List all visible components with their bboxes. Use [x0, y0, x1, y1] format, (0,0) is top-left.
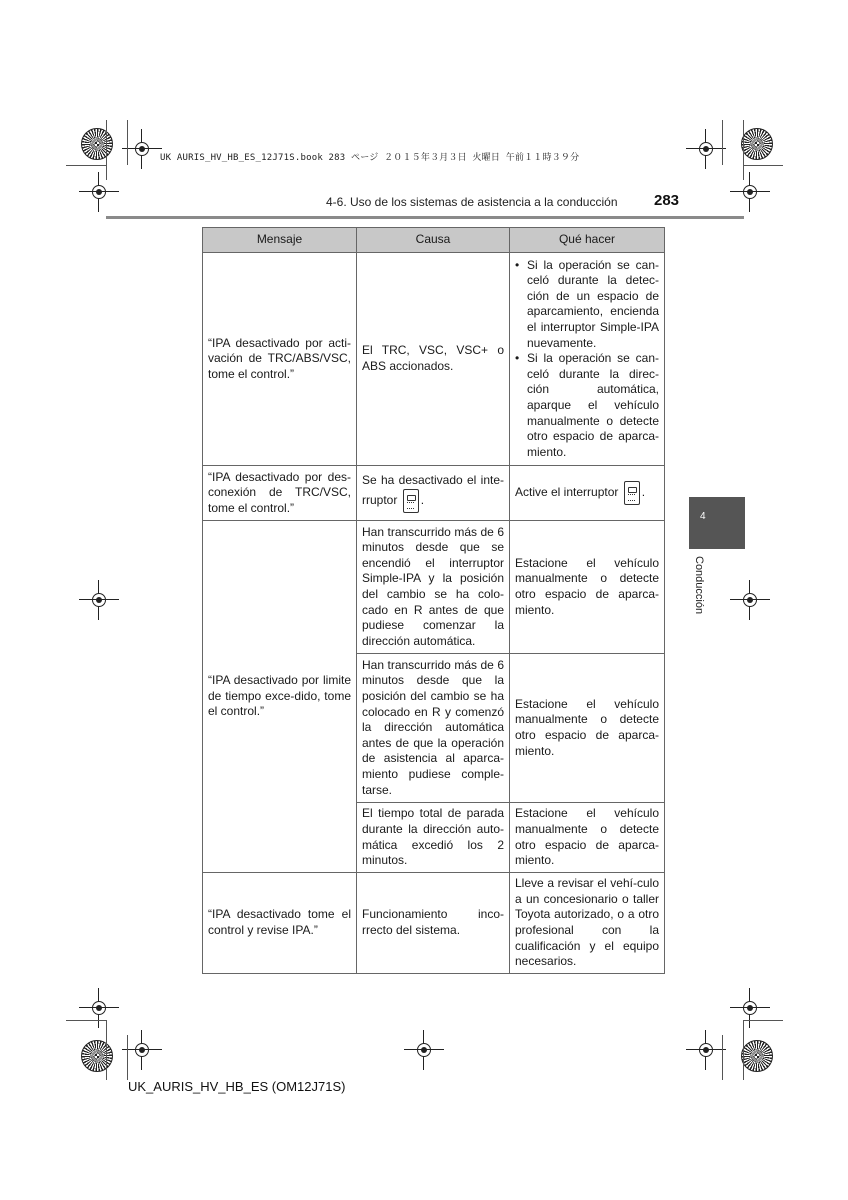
trim-mark: [722, 120, 723, 165]
registration-rosette-icon: [81, 128, 113, 160]
trim-mark: [743, 1020, 783, 1021]
registration-crosshair-icon: [79, 580, 119, 620]
registration-crosshair-icon: [79, 172, 119, 212]
registration-crosshair-icon: [730, 580, 770, 620]
action-bullet: • Si la operación se can-celó durante la detec-ción de un espacio de aparcamiento, encienda el interruptor Simple-IPA nuevamente.: [515, 258, 659, 352]
registration-crosshair-icon: [730, 988, 770, 1028]
registration-crosshair-icon: [122, 129, 162, 169]
registration-crosshair-icon: [686, 1030, 726, 1070]
cause-cell: Han transcurrido más de 6 minutos desde que la posición del cambio se ha colocado en R y comenzó la dirección automática antes de que la operación de asistencia al aparca-miento pudiese comple-tarse.: [357, 654, 510, 803]
section-title: 4-6. Uso de los sistemas de asistencia a la conducción: [326, 195, 618, 209]
trim-mark: [66, 1020, 106, 1021]
action-cell: Lleve a revisar el vehí-culo a un concesionario o taller Toyota autorizado, o a otro profesional con la cualificación y el equipo necesarios.: [510, 873, 665, 974]
table-row: [203, 253, 665, 466]
message-cell: “IPA desactivado por limite de tiempo exce-dido, tome el control.”: [203, 521, 357, 873]
cause-text: Se ha desactivado el inte-rruptor: [362, 473, 504, 507]
registration-rosette-icon: [81, 1040, 113, 1072]
simple-ipa-switch-icon: [624, 481, 640, 505]
action-text-end: .: [641, 485, 646, 500]
chapter-tab: [689, 497, 745, 549]
chapter-number: 4: [700, 511, 706, 522]
action-cell: Estacione el vehículo manualmente o detecte otro espacio de aparca-miento.: [510, 521, 665, 654]
table-header-row: [203, 228, 665, 253]
table-row: [203, 466, 665, 521]
footer-document-code: UK_AURIS_HV_HB_ES (OM12J71S): [128, 1079, 346, 1094]
trim-mark: [743, 1020, 744, 1080]
message-table: [202, 227, 665, 974]
cause-cell: El tiempo total de parada durante la dirección auto-mática excedió los 2 minutos.: [357, 803, 510, 873]
cause-text-end: .: [420, 492, 425, 507]
cause-cell: El TRC, VSC, VSC+ o ABS accionados.: [357, 253, 510, 466]
action-cell: Estacione el vehículo manualmente o detecte otro espacio de aparca-miento.: [510, 803, 665, 873]
registration-rosette-icon: [741, 1040, 773, 1072]
trim-mark: [127, 120, 128, 165]
cause-cell: Funcionamiento inco-rrecto del sistema.: [357, 873, 510, 974]
registration-rosette-icon: [741, 128, 773, 160]
table-row: [203, 521, 665, 654]
registration-crosshair-icon: [79, 988, 119, 1028]
trim-mark: [106, 1020, 107, 1080]
table-row: [203, 873, 665, 974]
trim-mark: [743, 120, 744, 180]
action-bullet: • Si la operación se can-celó durante la direc-ción automática, aparque el vehículo manualmente o detecte otro espacio de aparca-miento.: [515, 351, 659, 460]
action-cell: [510, 253, 665, 466]
cause-cell: Han transcurrido más de 6 minutos desde que se encendió el interruptor Simple-IPA y la posición del cambio se ha colo-cado en R antes de que pudiese comenzar la dirección automática.: [357, 521, 510, 654]
book-file-info: UK AURIS_HV_HB_ES_12J71S.book 283 ページ ２０１５年３月３日 火曜日 午前１１時３９分: [160, 153, 580, 163]
registration-crosshair-icon: [404, 1030, 444, 1070]
chapter-label: [693, 556, 715, 636]
page-number: 283: [654, 192, 680, 209]
message-cell: “IPA desactivado por acti-vación de TRC/ABS/VSC, tome el control.”: [203, 253, 357, 466]
message-cell: “IPA desactivado por des-conexión de TRC/VSC, tome el control.”: [203, 466, 357, 521]
header-rule: [106, 216, 744, 219]
trim-mark: [127, 1035, 128, 1080]
chapter-label-text: Conducción: [693, 556, 705, 615]
registration-crosshair-icon: [122, 1030, 162, 1070]
action-cell: [510, 466, 665, 521]
trim-mark: [722, 1035, 723, 1080]
registration-crosshair-icon: [730, 172, 770, 212]
header-cause: Causa: [357, 228, 510, 253]
trim-mark: [66, 165, 106, 166]
header-action: Qué hacer: [510, 228, 665, 253]
trim-mark: [106, 120, 107, 180]
action-text: Active el interruptor: [515, 485, 619, 500]
simple-ipa-switch-icon: [403, 489, 419, 513]
header-message: Mensaje: [203, 228, 357, 253]
message-cell: “IPA desactivado tome el control y revise IPA.”: [203, 873, 357, 974]
cause-cell: [357, 466, 510, 521]
trim-mark: [743, 165, 783, 166]
registration-crosshair-icon: [686, 129, 726, 169]
action-cell: Estacione el vehículo manualmente o detecte otro espacio de aparca-miento.: [510, 654, 665, 803]
